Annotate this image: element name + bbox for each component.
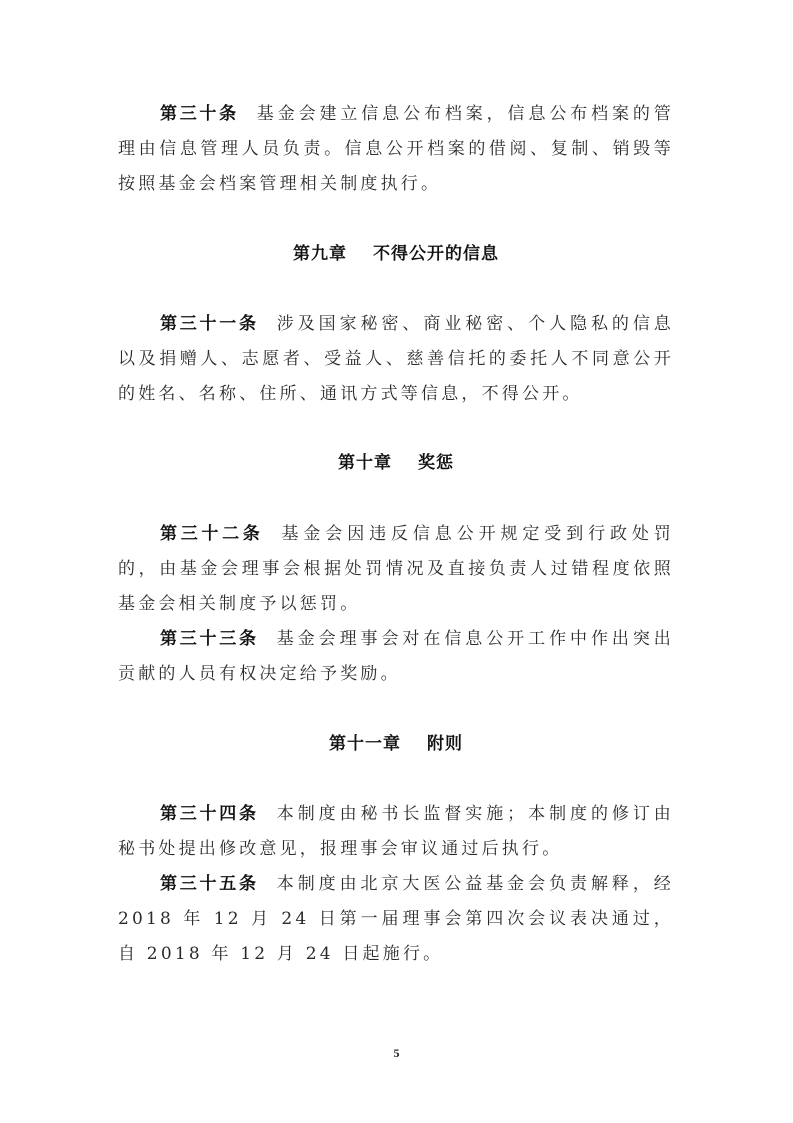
page-number: 5 xyxy=(393,1046,400,1060)
article-text: 基金会理事会对在信息公开工作中作出突出贡献的人员有权决定给予奖励。 xyxy=(118,629,675,684)
chapter-title: 不得公开的信息 xyxy=(373,244,499,264)
article-label: 第三十一条 xyxy=(160,314,259,334)
article-label: 第三十条 xyxy=(160,104,239,124)
article-text: 本制度由北京大医公益基金会负责解释，经 2018 年 12 月 24 日第一届理事会第四次会议表决通过，自 2018 年 12 月 24 日起施行。 xyxy=(118,874,675,964)
article-text: 涉及国家秘密、商业秘密、个人隐私的信息以及捐赠人、志愿者、受益人、慈善信托的委托人不同意公开的姓名、名称、住所、通讯方式等信息，不得公开。 xyxy=(118,314,675,404)
article-label: 第三十三条 xyxy=(160,629,259,649)
article-35 xyxy=(118,867,674,972)
article-label: 第三十五条 xyxy=(160,874,259,894)
chapter-number: 第十章 xyxy=(338,453,392,473)
article-text: 基金会建立信息公布档案，信息公布档案的管理由信息管理人员负责。信息公开档案的借阅、复制、销毁等按照基金会档案管理相关制度执行。 xyxy=(118,104,675,194)
chapter-9-heading xyxy=(118,237,674,272)
article-text: 本制度由秘书长监督实施；本制度的修订由秘书处提出修改意见，报理事会审议通过后执行。 xyxy=(118,804,675,859)
chapter-11-heading xyxy=(118,727,674,762)
chapter-title: 附则 xyxy=(427,734,463,754)
chapter-number: 第十一章 xyxy=(329,734,401,754)
article-34 xyxy=(118,797,674,867)
chapter-title: 奖惩 xyxy=(418,453,454,473)
article-33 xyxy=(118,622,674,692)
document-page xyxy=(118,97,674,972)
article-text: 基金会因违反信息公开规定受到行政处罚的，由基金会理事会根据处罚情况及直接负责人过错程度依照基金会相关制度予以惩罚。 xyxy=(118,524,674,614)
chapter-10-heading xyxy=(118,446,674,481)
chapter-number: 第九章 xyxy=(293,244,347,264)
article-32 xyxy=(118,517,674,622)
article-31 xyxy=(118,307,674,412)
article-label: 第三十二条 xyxy=(160,524,264,544)
article-label: 第三十四条 xyxy=(160,804,259,824)
article-30 xyxy=(118,97,674,202)
